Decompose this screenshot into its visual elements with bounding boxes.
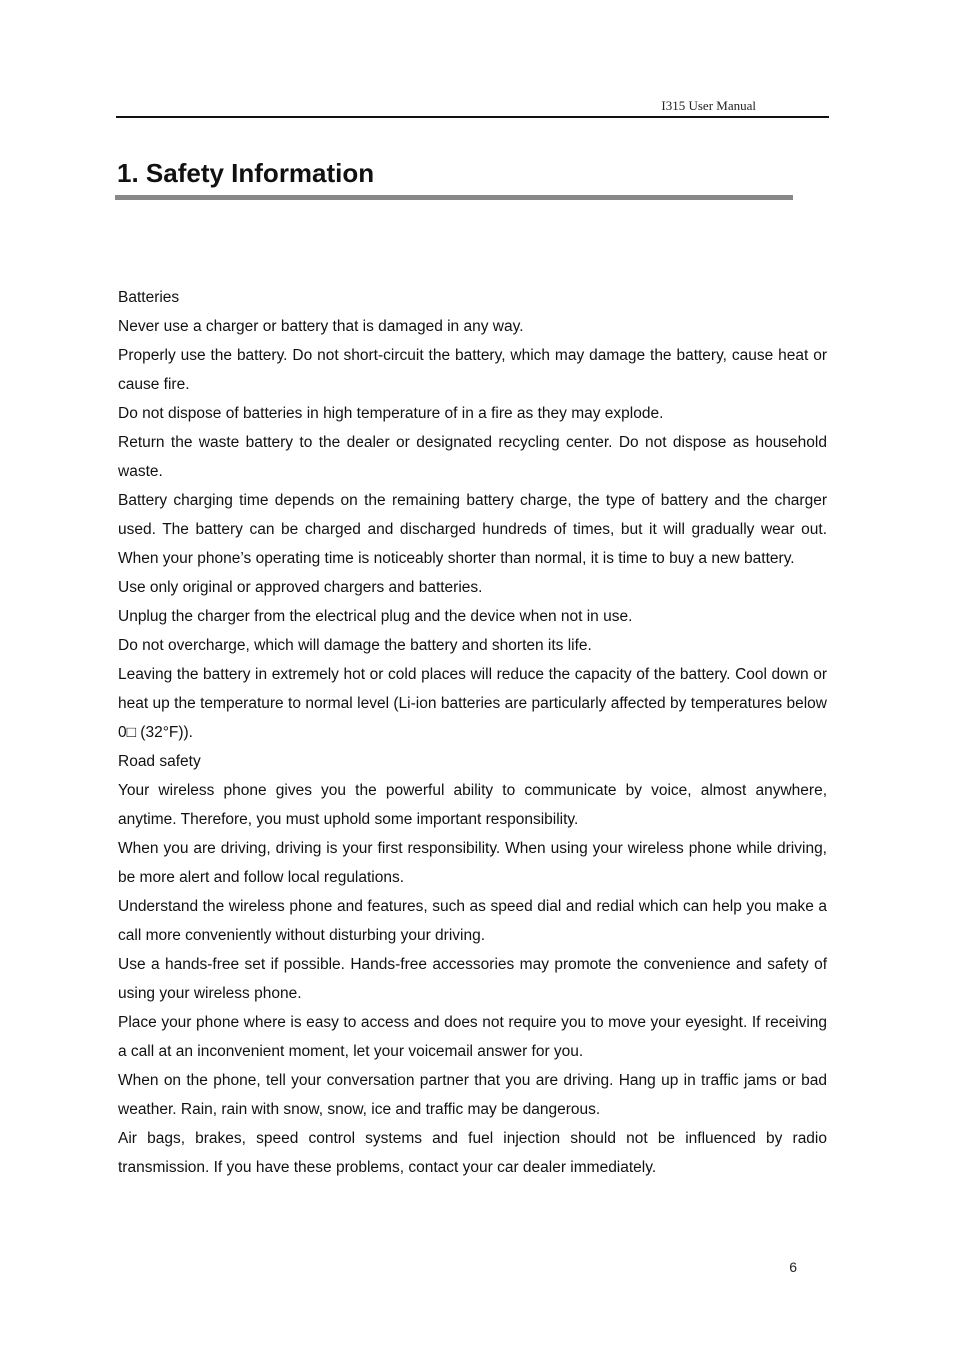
paragraph: Your wireless phone gives you the powerful ability to communicate by voice, almost anywhere, anytime. Therefore, you must uphold some important responsibility. [118,782,827,828]
paragraph: Do not dispose of batteries in high temperature of in a fire as they may explode. [118,405,664,422]
page-number: 6 [789,1259,797,1275]
paragraph: Never use a charger or battery that is damaged in any way. [118,318,524,335]
subheading-road-safety: Road safety [118,753,201,770]
paragraph: Battery charging time depends on the remaining battery charge, the type of battery and the charger used. The battery can be charged and discharged hundreds of times, but it will gradually wear out. When your phone’s operating time is noticeably shorter than normal, it is time to buy a new battery. [118,492,827,567]
title-underline [115,195,793,200]
paragraph: When you are driving, driving is your first responsibility. When using your wireless phone while driving, be more alert and follow local regulations. [118,840,827,886]
paragraph: Leaving the battery in extremely hot or cold places will reduce the capacity of the battery. Cool down or heat up the temperature to normal level (Li-ion batteries are particularly affected by temperatures below 0□ (32°F)). [118,666,827,741]
paragraph: Use only original or approved chargers and batteries. [118,579,483,596]
paragraph: Return the waste battery to the dealer or designated recycling center. Do not dispose as household waste. [118,434,827,480]
paragraph: Do not overcharge, which will damage the battery and shorten its life. [118,637,592,654]
paragraph: Place your phone where is easy to access and does not require you to move your eyesight. If receiving a call at an inconvenient moment, let your voicemail answer for you. [118,1014,827,1060]
paragraph: Understand the wireless phone and features, such as speed dial and redial which can help you make a call more conveniently without disturbing your driving. [118,898,827,944]
paragraph: Air bags, brakes, speed control systems and fuel injection should not be influenced by radio transmission. If you have these problems, contact your car dealer immediately. [118,1130,827,1176]
subheading-batteries: Batteries [118,289,180,306]
paragraph: Unplug the charger from the electrical plug and the device when not in use. [118,608,633,625]
paragraph: Use a hands-free set if possible. Hands-free accessories may promote the convenience and safety of using your wireless phone. [118,956,827,1002]
paragraph: Properly use the battery. Do not short-circuit the battery, which may damage the battery, cause heat or cause fire. [118,347,827,393]
body-text [118,283,827,1182]
header-divider [116,116,829,118]
running-header: I315 User Manual [661,98,756,113]
paragraph: When on the phone, tell your conversation partner that you are driving. Hang up in traffic jams or bad weather. Rain, rain with snow, snow, ice and traffic may be dangerous. [118,1072,827,1118]
section-title: 1. Safety Information [117,158,375,188]
